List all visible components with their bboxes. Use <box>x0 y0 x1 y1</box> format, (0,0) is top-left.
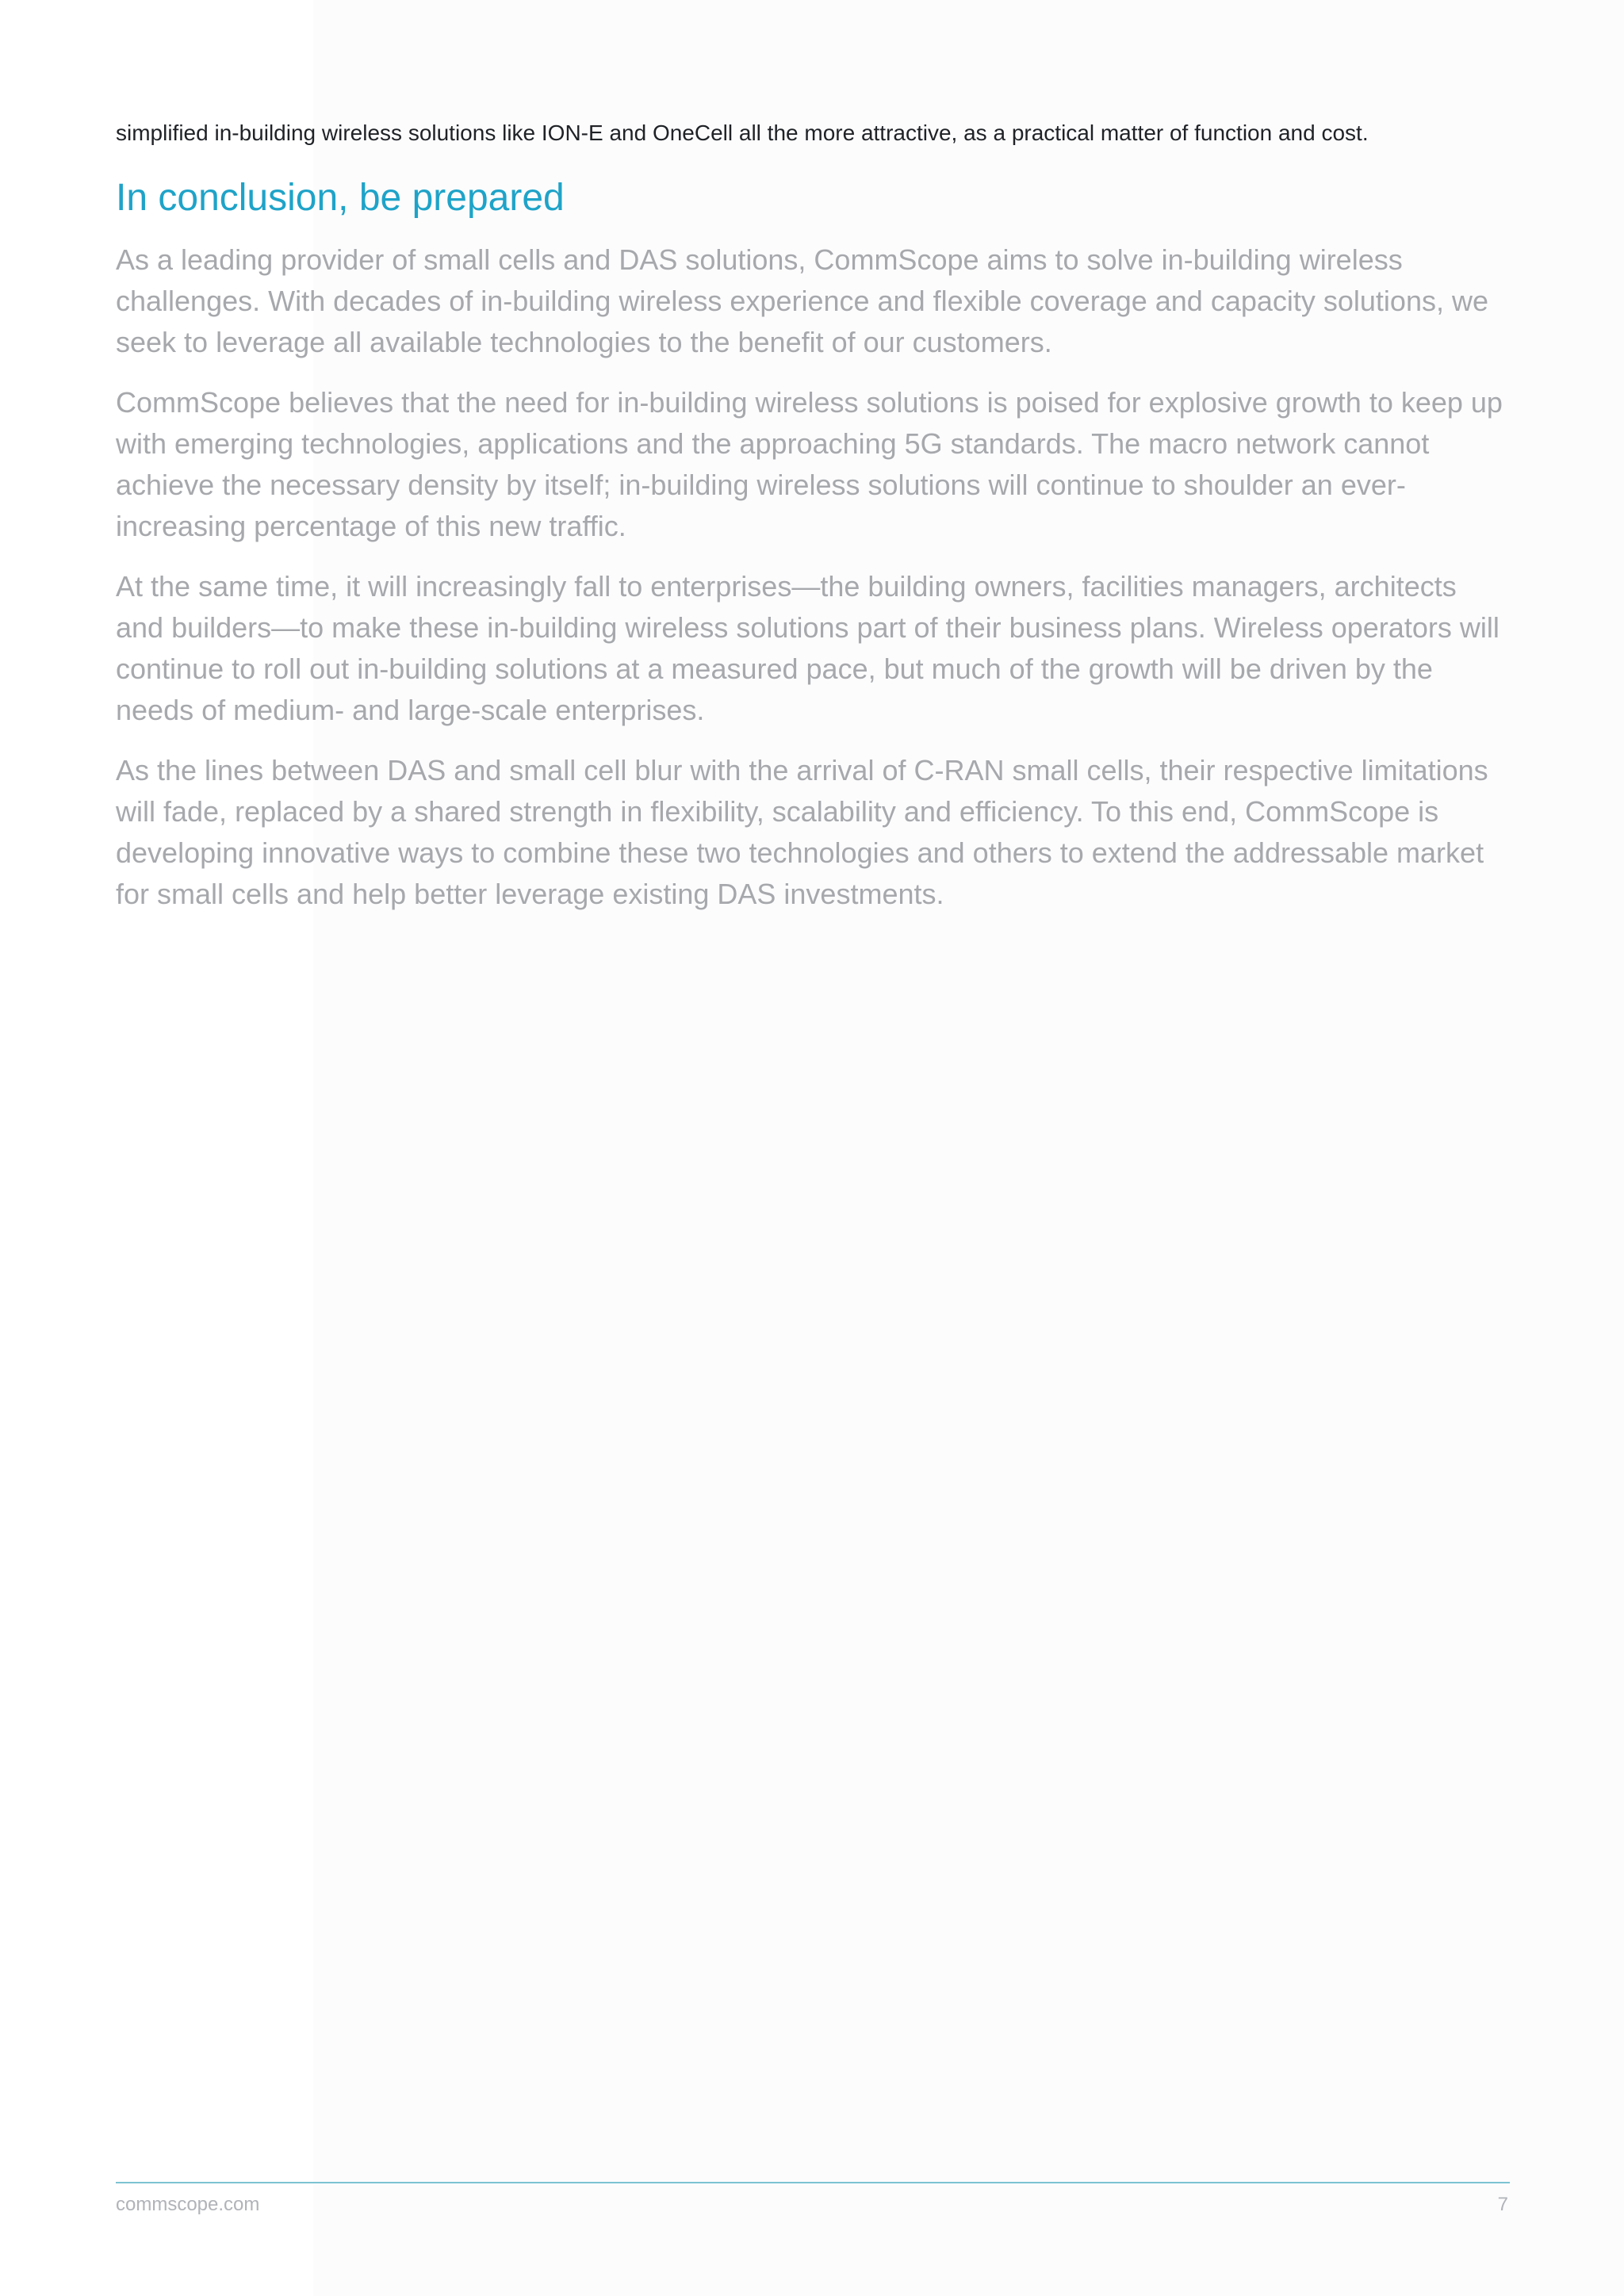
footer-divider <box>116 2182 1510 2183</box>
body-paragraph: At the same time, it will increasingly fall to enterprises—the building owners, facilities managers, architects and builders—to make these in-building wireless solutions part of their business plans. Wireless operators will continue to roll out in-building solutions at a measured pace, but much of the growth will be driven by the needs of medium- and large-scale enterprises. <box>116 570 1500 726</box>
continued-paragraph-line: simplified in-building wireless solutions like ION-E and OneCell all the more attractive, as a practical matter of function and cost. <box>116 121 1369 145</box>
body-paragraph: As a leading provider of small cells and DAS solutions, CommScope aims to solve in-building wireless challenges. With decades of in-building wireless experience and flexible coverage and capacity solutions, we seek to leverage all available technologies to the benefit of our customers. <box>116 243 1488 358</box>
body-paragraph: CommScope believes that the need for in-building wireless solutions is poised for explosive growth to keep up with emerging technologies, applications and the approaching 5G standards. The macro network cannot achieve the necessary density by itself; in-building wireless solutions will continue to shoulder an ever-increasing percentage of this new traffic. <box>116 386 1503 542</box>
document-body <box>116 111 1511 915</box>
body-paragraph: As the lines between DAS and small cell blur with the arrival of C-RAN small cells, their respective limitations will fade, replaced by a shared strength in flexibility, scalability and efficiency. To this end, CommScope is developing innovative ways to combine these two technologies and others to extend the addressable market for small cells and help better leverage existing DAS investments. <box>116 754 1488 910</box>
page-number: 7 <box>1497 2194 1508 2215</box>
section-heading: In conclusion, be prepared <box>116 177 565 219</box>
footer-site-link[interactable]: commscope.com <box>116 2194 260 2215</box>
